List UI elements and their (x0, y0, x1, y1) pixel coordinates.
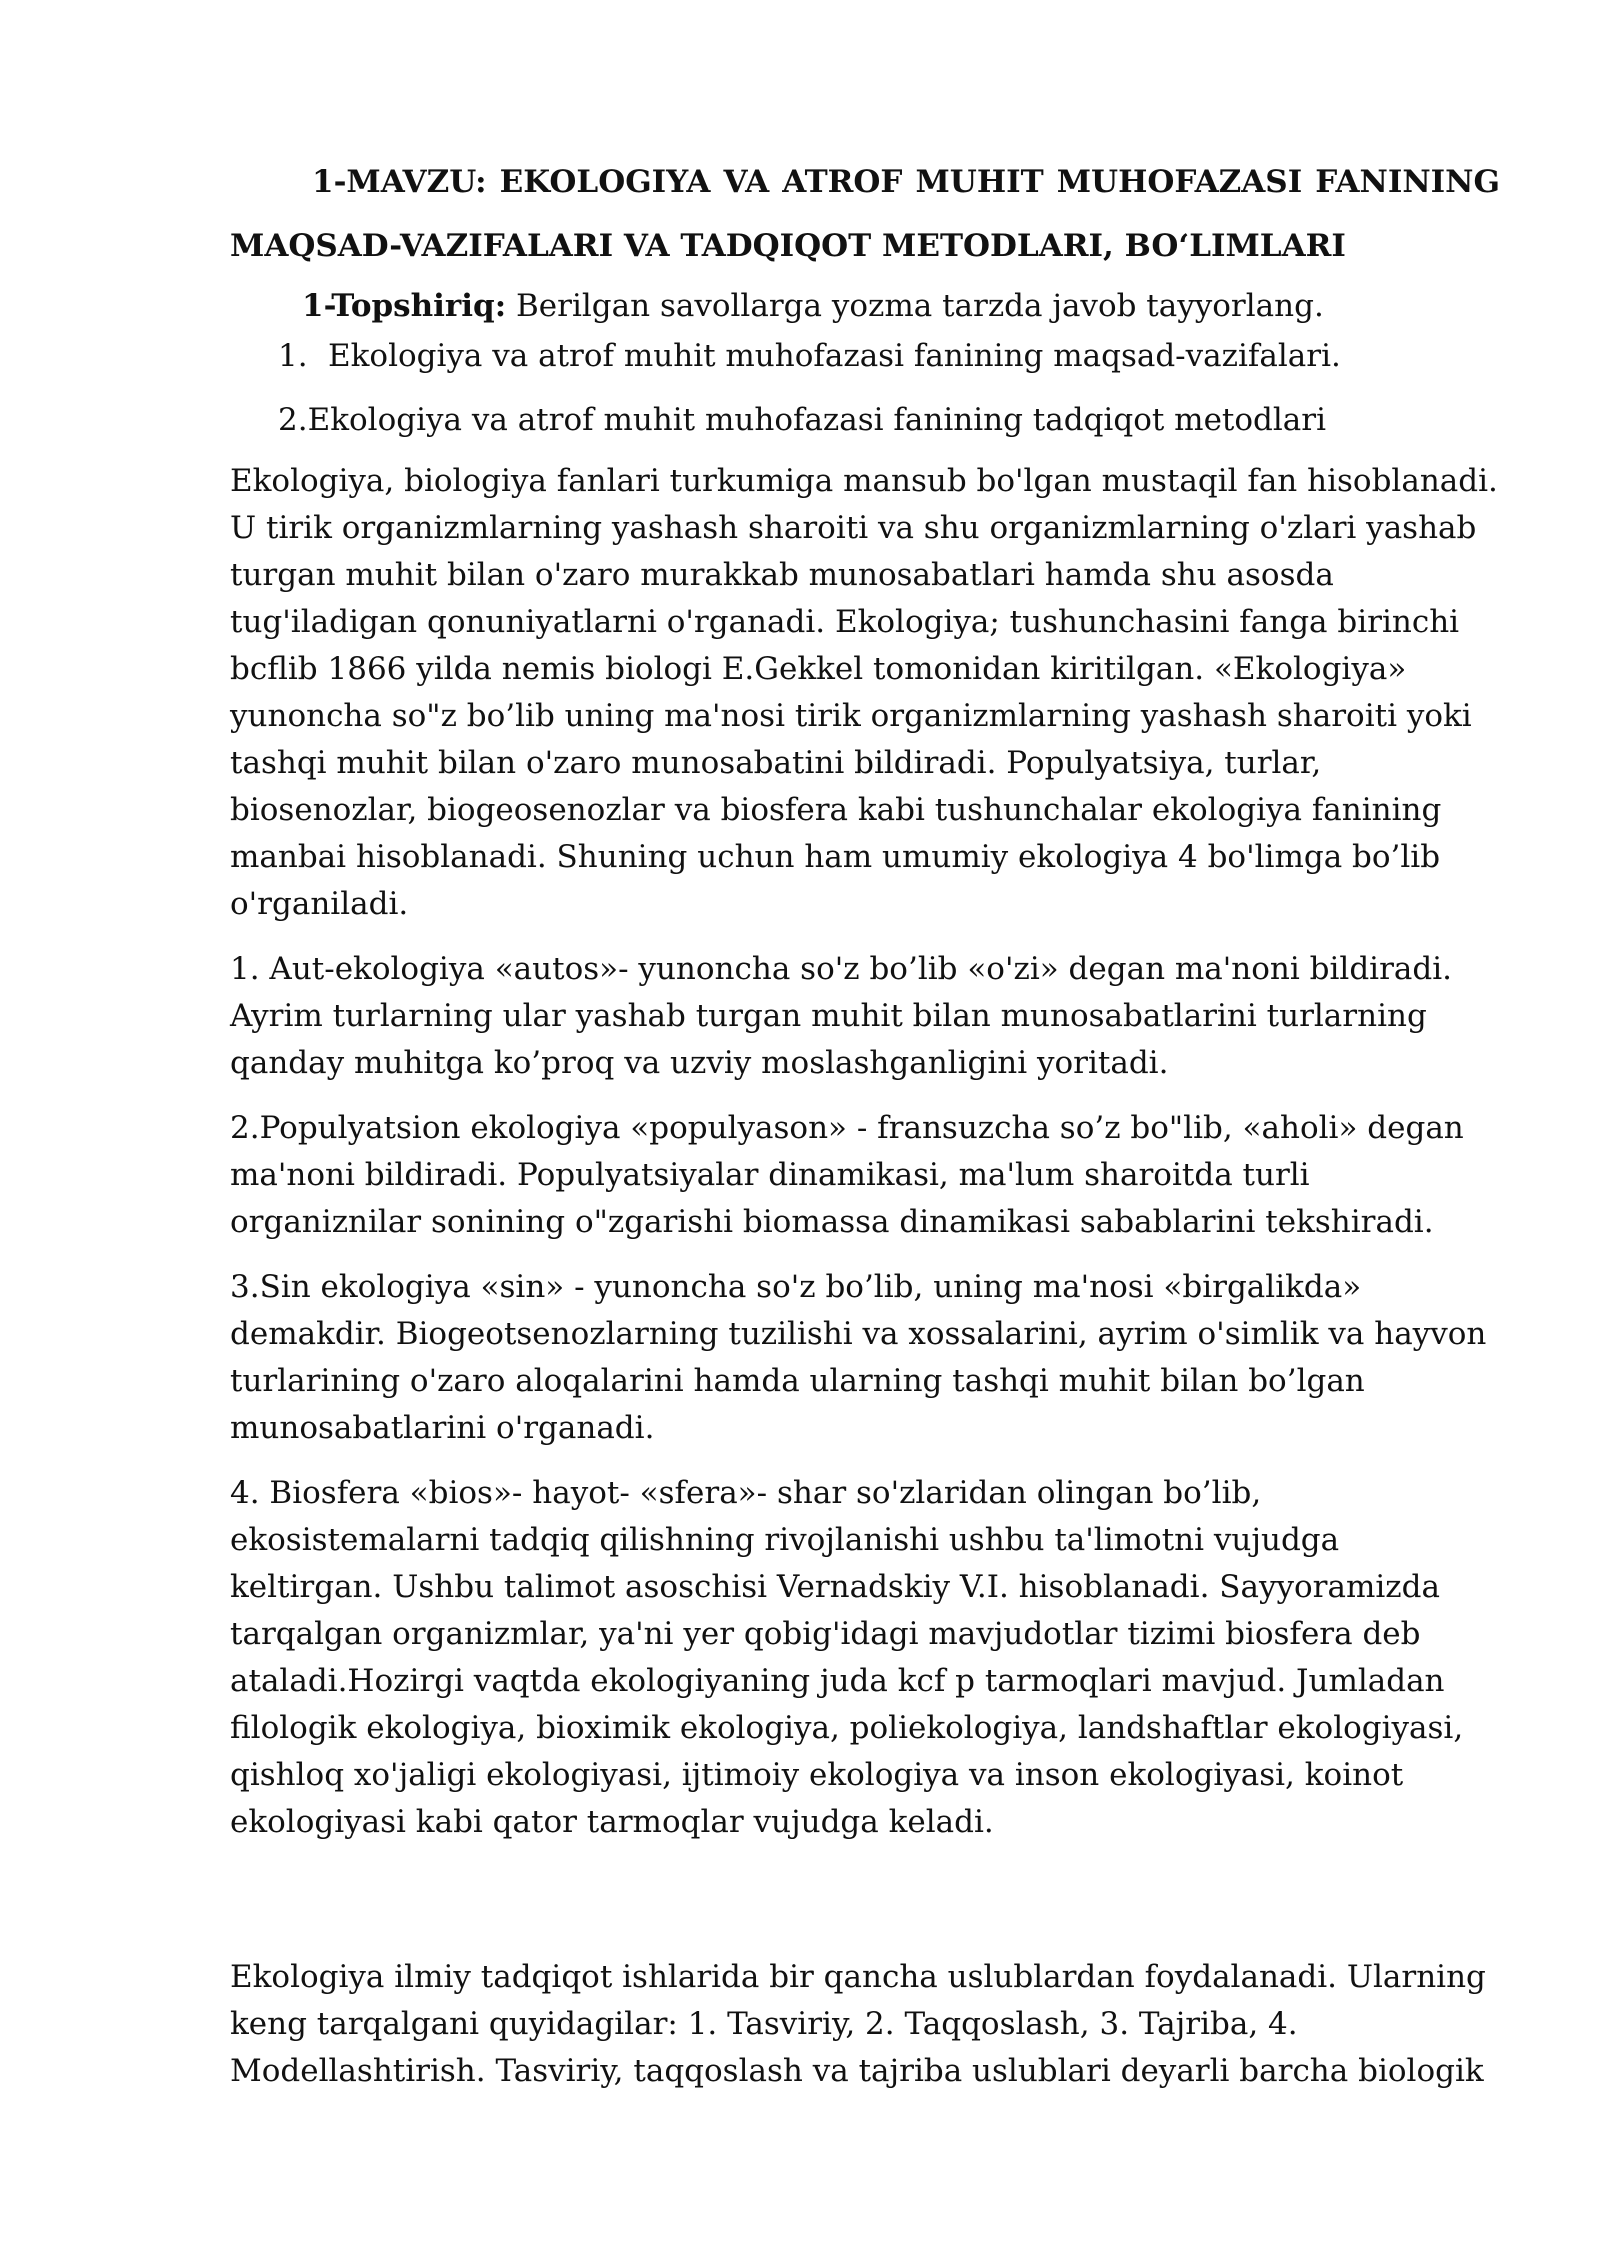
document-page (230, 150, 1500, 2113)
paragraph-biosphere: 4. Biosfera «bios»- hayot- «sfera»- shar so'zlaridan olingan bo’lib, ekosistemalarni tadqiq qilishning rivojlanishi ushbu ta'limotni vujudga keltirgan. Ushbu talimot asoschisi Vernadskiy V.I. hisoblanadi. Sayyoramizda tarqalgan organizmlar, ya'ni yer qobig'idagi mavjudotlar tizimi biosfera deb ataladi.Hozirgi vaqtda ekologiyaning juda kcf p tarmoqlari mavjud. Jumladan filologik ekologiya, bioximik ekologiya, poliekologiya, landshaftlar ekologiyasi, qishloq xo'jaligi ekologiyasi, ijtimoiy ekologiya va inson ekologiyasi, koinot ekologiyasi kabi qator tarmoqlar vujudga keladi. (230, 1475, 1464, 1840)
paragraph-autecology: 1. Aut-ekologiya «autos»- yunoncha so'z bo’lib «o'zi» degan ma'noni bildiradi. Ayrim turlarning ular yashab turgan muhit bilan munosabatlarini turlarning qanday muhitga ko’proq va uzviy moslashganligini yoritadi. (230, 951, 1453, 1081)
task-label: 1-Topshiriq: (302, 288, 507, 324)
title-line-1: 1-MAVZU: EKOLOGIYA VA ATROF MUHIT MUHOFAZASI FANINING (312, 164, 1500, 200)
task-instruction (302, 286, 1500, 326)
title-line-2: MAQSAD-VAZIFALARI VA TADQIQOT METODLARI, BO‘LIMLARI (230, 228, 1346, 264)
paragraph-intro: Ekologiya, biologiya fanlari turkumiga mansub bo'lgan mustaqil fan hisoblanadi. U tirik organizmlarning yashash sharoiti va shu organizmlarning o'zlari yashab turgan muhit bilan o'zaro murakkab munosabatlari hamda shu asosda tug'iladigan qonuniyatlarni o'rganadi. Ekologiya; tushunchasini fanga birinchi bcflib 1866 yilda nemis biologi E.Gekkel tomonidan kiritilgan. «Ekologiya» yunoncha so"z bo’lib uning ma'nosi tirik organizmlarning yashash sharoiti yoki tashqi muhit bilan o'zaro munosabatini bildiradi. Populyatsiya, turlar, biosenozlar, biogeosenozlar va biosfera kabi tushunchalar ekologiya fanining manbai hisoblanadi. Shuning uchun ham umumiy ekologiya 4 bo'limga bo’lib o'rganiladi. (230, 463, 1498, 922)
paragraph-synecology: 3.Sin ekologiya «sin» - yunoncha so'z bo’lib, uning ma'nosi «birgalikda» demakdir. Biogeotsenozlarning tuzilishi va xossalarini, ayrim o'simlik va hayvon turlarining o'zaro aloqalarini hamda ularning tashqi muhit bilan bo’lgan munosabatlarini o'rganadi. (230, 1269, 1487, 1446)
question-item (230, 400, 1500, 440)
task-text: Berilgan savollarga yozma tarzda javob tayyorlang. (506, 288, 1324, 324)
question-item (230, 336, 1500, 376)
question-text: 2.Ekologiya va atrof muhit muhofazasi fanining tadqiqot metodlari (278, 402, 1327, 438)
question-list (230, 336, 1500, 440)
paragraph-population-ecology: 2.Populyatsion ekologiya «populyason» - fransuzcha so’z bo"lib, «aholi» degan ma'noni bildiradi. Populyatsiyalar dinamikasi, ma'lum sharoitda turli organiznilar sonining o"zgarishi biomassa dinamikasi sabablarini tekshiradi. (230, 1110, 1464, 1240)
document-title (230, 150, 1500, 278)
question-text: Ekologiya va atrof muhit muhofazasi fanining maqsad-vazifalari. (328, 338, 1341, 374)
question-number: 1. (278, 338, 308, 374)
paragraph-methods: Ekologiya ilmiy tadqiqot ishlarida bir qancha uslublardan foydalanadi. Ularning keng tarqalgani quyidagilar: 1. Tasviriy, 2. Taqqoslash, 3. Tajriba, 4. Modellashtirish. Tasviriy, taqqoslash va tajriba uslublari deyarli barcha biologik (230, 1959, 1486, 2089)
